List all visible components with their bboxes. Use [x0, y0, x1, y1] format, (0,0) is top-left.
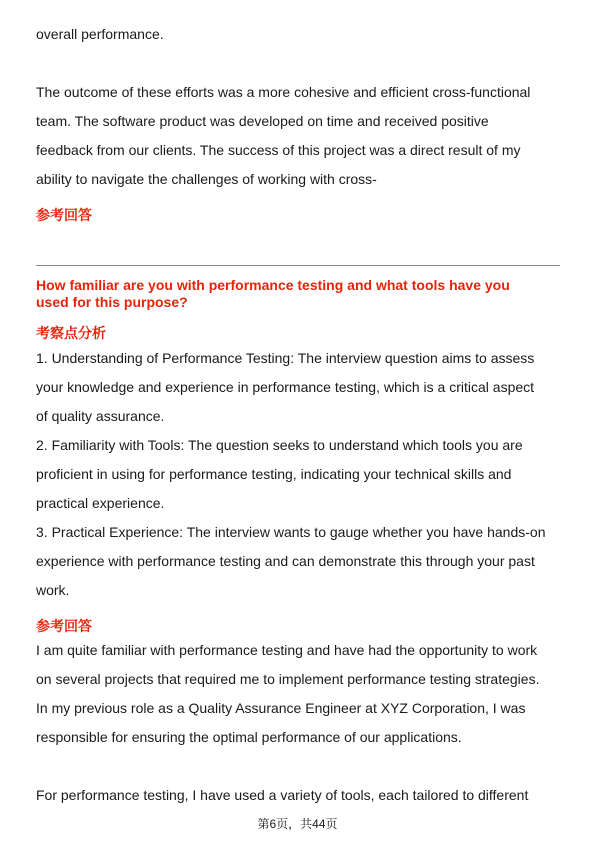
text-line: For performance testing, I have used a variety of tools, each tailored to different — [36, 787, 529, 803]
text-line: proficient in using for performance testing, indicating your technical skills and — [36, 466, 512, 482]
answer-paragraph — [36, 636, 560, 752]
text-line: 3. Practical Experience: The interview wants to gauge whether you have hands-on — [36, 524, 546, 540]
text-line: In my previous role as a Quality Assurance Engineer at XYZ Corporation, I was — [36, 700, 526, 716]
section-divider — [36, 265, 560, 266]
text-line: I am quite familiar with performance testing and have had the opportunity to work — [36, 642, 538, 658]
text-line: 2. Familiarity with Tools: The question seeks to understand which tools you are — [36, 437, 523, 453]
question-title-line: used for this purpose? — [36, 294, 188, 310]
text-line: team. The software product was developed on time and received positive — [36, 113, 489, 129]
text-line: responsible for ensuring the optimal performance of our applications. — [36, 729, 462, 745]
outcome-paragraph — [36, 78, 560, 194]
text-line: work. — [36, 582, 70, 598]
text-line: feedback from our clients. The success of this project was a direct result of my — [36, 142, 521, 158]
reference-answer-heading: 参考回答 — [36, 207, 92, 223]
text-line: overall performance. — [36, 26, 164, 42]
analysis-heading: 考察点分析 — [36, 325, 106, 341]
page-number: 第6页，共44页 — [257, 817, 338, 831]
text-line: The outcome of these efforts was a more cohesive and efficient cross-functional — [36, 84, 531, 100]
question-title-line: How familiar are you with performance testing and what tools have you — [36, 277, 510, 293]
text-line: your knowledge and experience in performance testing, which is a critical aspect — [36, 379, 535, 395]
analysis-list — [36, 344, 560, 605]
text-line: practical experience. — [36, 495, 165, 511]
text-line: ability to navigate the challenges of working with cross- — [36, 171, 377, 187]
text-line: of quality assurance. — [36, 408, 165, 424]
reference-answer-heading: 参考回答 — [36, 618, 92, 634]
question-title — [36, 277, 560, 311]
text-line: experience with performance testing and can demonstrate this through your past — [36, 553, 535, 569]
text-line: 1. Understanding of Performance Testing: The interview question aims to assess — [36, 350, 535, 366]
text-line: on several projects that required me to implement performance testing strategies. — [36, 671, 540, 687]
